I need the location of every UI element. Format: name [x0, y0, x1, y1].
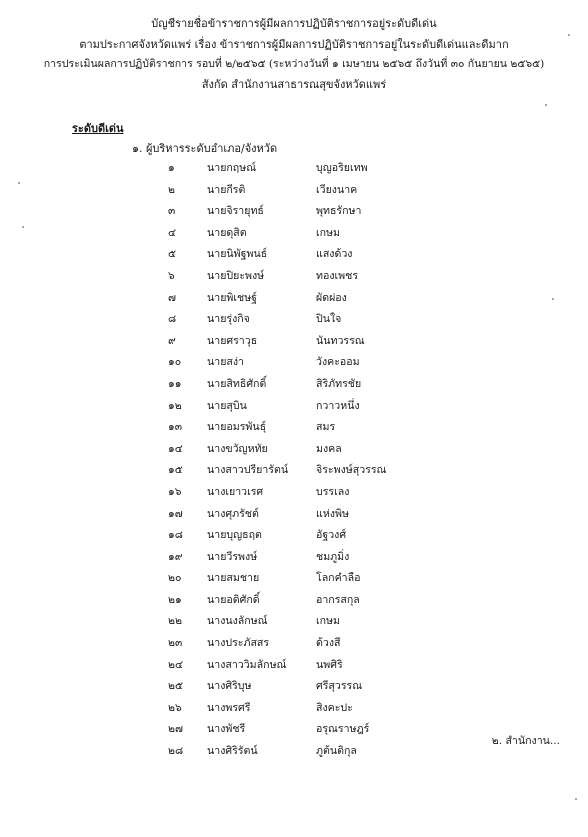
- item-number: ๑๗: [168, 507, 183, 520]
- list-item: [0, 399, 588, 421]
- last-name: นันทวรรณ: [316, 334, 365, 347]
- item-number: ๑๐: [168, 356, 182, 369]
- list-item: [0, 377, 588, 399]
- first-name: นายสง่า: [207, 356, 244, 369]
- scan-speck: [22, 226, 24, 228]
- first-name: นายอมรพันธุ์: [207, 421, 267, 434]
- list-item: [0, 614, 588, 636]
- last-name: จิระพงษ์สุวรรณ: [316, 464, 387, 477]
- item-number: ๒๓: [168, 637, 183, 650]
- list-item: [0, 334, 588, 356]
- last-name: สิงคะปะ: [316, 701, 353, 714]
- list-item: [0, 183, 588, 205]
- first-name: นายบุญธฤต: [207, 529, 262, 542]
- list-item: [0, 593, 588, 615]
- last-name: อรุณราษฎร์: [316, 723, 370, 736]
- item-number: ๑๑: [168, 377, 182, 390]
- list-item: [0, 507, 588, 529]
- item-number: ๘: [168, 313, 177, 326]
- last-name: ด้วงสี: [316, 637, 341, 650]
- item-number: ๔: [168, 226, 177, 239]
- item-number: ๒: [168, 183, 175, 196]
- last-name: พุทธรักษา: [316, 205, 362, 218]
- scan-speck: [545, 104, 547, 106]
- last-name: ผัดผ่อง: [316, 291, 347, 304]
- first-name: นายนิพัฐพนธ์: [207, 248, 268, 261]
- first-name: นางศุภรัชต์: [207, 507, 259, 520]
- list-item: [0, 269, 588, 291]
- last-name: มงคล: [316, 442, 342, 455]
- first-name: นายสิทธิศักดิ์: [207, 377, 267, 390]
- last-name: โลกคำลือ: [316, 572, 361, 585]
- item-number: ๒๗: [168, 723, 183, 736]
- last-name: อากรสกุล: [316, 593, 360, 606]
- list-item: [0, 291, 588, 313]
- item-number: ๓: [168, 205, 176, 218]
- last-name: ปินใจ: [316, 313, 342, 326]
- list-item: [0, 550, 588, 572]
- list-item: [0, 161, 588, 183]
- scan-speck: [552, 298, 554, 300]
- first-name: นางขวัญหทัย: [207, 442, 268, 455]
- list-item: [0, 485, 588, 507]
- first-name: นางเยาวเรศ: [207, 485, 264, 498]
- last-name: ศรีสุวรรณ: [316, 680, 363, 693]
- first-name: นายดุสิต: [207, 226, 247, 239]
- item-number: ๒๔: [168, 658, 184, 671]
- first-name: นางพัชรี: [207, 723, 246, 736]
- list-item: [0, 571, 588, 593]
- list-item: [0, 355, 588, 377]
- first-name: นายปิยะพงษ์: [207, 269, 265, 282]
- first-name: นายสุบิน: [207, 399, 247, 412]
- list-item: [0, 204, 588, 226]
- list-item: [0, 226, 588, 248]
- group-heading: ๑. ผู้บริหารระดับอำเภอ/จังหวัด: [132, 142, 278, 155]
- item-number: ๑๘: [168, 529, 183, 542]
- list-item: [0, 636, 588, 658]
- item-number: ๒๒: [168, 615, 182, 628]
- item-number: ๗: [168, 291, 176, 304]
- continuation-note: ๒. สำนักงาน...: [491, 735, 560, 747]
- document-title: บัญชีรายชื่อข้าราชการผู้มีผลการปฏิบัติราชการอยู่ระดับดีเด่น: [151, 17, 437, 30]
- last-name: ชมภูมิ่ง: [316, 550, 350, 563]
- first-name: นายพิเชษฐ์: [207, 291, 258, 304]
- first-name: นางศิริรัตน์: [207, 745, 258, 758]
- first-name: นางพรศรี: [207, 701, 251, 714]
- last-name: เกษม: [316, 226, 341, 239]
- first-name: นายศราวุธ: [207, 334, 258, 347]
- item-number: ๒๘: [168, 745, 184, 758]
- last-name: เกษม: [316, 615, 341, 628]
- last-name: แห่งพิษ: [316, 507, 349, 520]
- list-item: [0, 420, 588, 442]
- list-item: [0, 442, 588, 464]
- list-item: [0, 312, 588, 334]
- first-name: นายกฤษณ์: [207, 162, 257, 174]
- first-name: นางนงลักษณ์: [207, 615, 268, 628]
- scan-speck: [568, 34, 570, 36]
- first-name: นายรุ่งกิจ: [207, 313, 250, 326]
- last-name: ภูต้นติกุล: [316, 745, 357, 758]
- first-name: นางสาวปรียารัตน์: [207, 464, 289, 477]
- item-number: ๑๒: [168, 399, 182, 412]
- first-name: นายวีรพงษ์: [207, 550, 258, 563]
- list-item: [0, 679, 588, 701]
- announcement-reference: ตามประกาศจังหวัดแพร่ เรื่อง ข้าราชการผู้มีผลการปฏิบัติราชการอยู่ในระดับดีเด่นและดีมาก: [79, 38, 509, 51]
- last-name: อัฐวงศ์: [316, 529, 347, 542]
- first-name: นางสาววิมลักษณ์: [207, 658, 287, 671]
- item-number: ๑๖: [168, 485, 182, 498]
- item-number: ๑: [168, 162, 175, 174]
- scan-speck: [18, 182, 20, 184]
- scan-speck: [575, 798, 577, 800]
- item-number: ๖: [168, 269, 175, 282]
- last-name: วังคะออม: [316, 356, 360, 369]
- last-name: เวียงนาค: [316, 183, 358, 196]
- list-item: [0, 463, 588, 485]
- first-name: นายกีรติ: [207, 183, 246, 196]
- item-number: ๑๕: [168, 464, 183, 477]
- name-list: [0, 161, 588, 766]
- item-number: ๑๓: [168, 421, 182, 434]
- affiliation-line: สังกัด สำนักงานสาธารณสุขจังหวัดแพร่: [201, 78, 387, 91]
- item-number: ๑๔: [168, 442, 183, 455]
- item-number: ๕: [168, 248, 177, 261]
- item-number: ๒๖: [168, 701, 182, 714]
- item-number: ๒๐: [168, 572, 182, 585]
- last-name: แสงด้วง: [316, 248, 353, 261]
- list-item: [0, 701, 588, 723]
- last-name: สิริภัทรชัย: [316, 377, 362, 390]
- item-number: ๑๙: [168, 550, 183, 563]
- first-name: นางศิริบุษ: [207, 680, 252, 693]
- list-item: [0, 247, 588, 269]
- first-name: นายอดิศักดิ์: [207, 593, 260, 606]
- first-name: นายสมชาย: [207, 572, 260, 585]
- item-number: ๒๕: [168, 680, 184, 693]
- last-name: บุญอริยเทพ: [316, 162, 368, 174]
- section-heading: ระดับดีเด่น: [72, 122, 124, 135]
- list-item: [0, 528, 588, 550]
- item-number: ๙: [168, 334, 176, 347]
- last-name: ทองเพชร: [316, 269, 359, 282]
- first-name: นางประภัสสร: [207, 637, 270, 650]
- last-name: บรรเลง: [316, 485, 350, 498]
- list-item: [0, 658, 588, 680]
- last-name: กวาวหนึ่ง: [316, 399, 360, 412]
- first-name: นายจิรายุทธ์: [207, 205, 264, 218]
- evaluation-period: การประเมินผลการปฏิบัติราชการ รอบที่ ๒/๒๕๖๕ (ระหว่างวันที่ ๑ เมษายน ๒๕๖๕ ถึงวันที่ ๓๐ กันยายน ๒๕๖๕): [43, 58, 545, 70]
- item-number: ๒๑: [168, 593, 182, 606]
- last-name: สมร: [316, 421, 336, 434]
- last-name: นพศิริ: [316, 658, 343, 671]
